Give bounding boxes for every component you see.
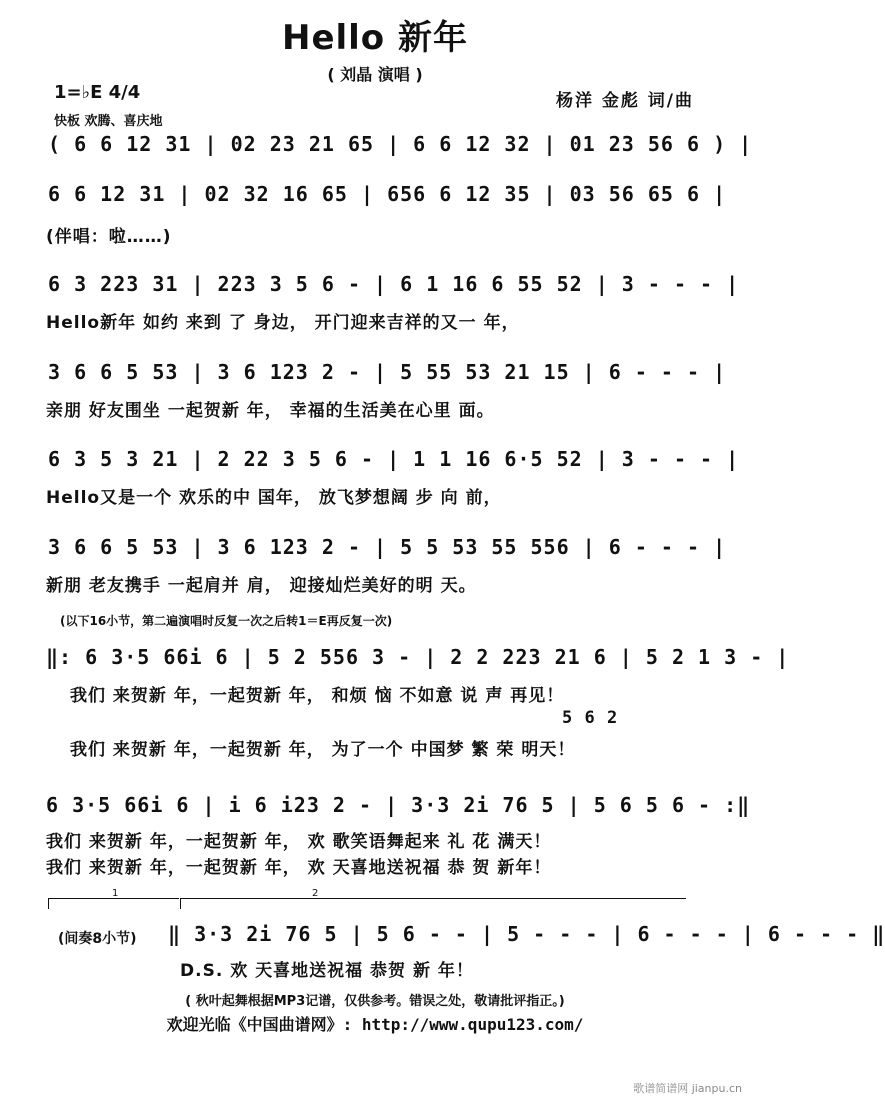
volta-number-2: 2 bbox=[312, 888, 319, 899]
score-row-verse-1: 6 3 223 31 | 223 3 5 6 - | 6 1 16 6 55 52 | 3 - - - | bbox=[48, 272, 740, 296]
volta-number-1: 1 bbox=[112, 888, 119, 899]
lyric-row-verse-1: Hello新年 如约 来到 了 身边， 开门迎来吉祥的又一 年， bbox=[46, 313, 520, 333]
lyric-row-verse-4: 新朋 老友携手 一起肩并 肩， 迎接灿烂美好的明 天。 bbox=[46, 576, 477, 596]
transcriber-note: ( 秋叶起舞根据MP3记谱，仅供参考。错误之处，敬请批评指正。) bbox=[185, 994, 565, 1009]
score-row-coda: ‖ 3·3 2i 76 5 | 5 6 - - | 5 - - - | 6 - - - | 6 - - - ‖ bbox=[168, 922, 885, 946]
lyric-row-verse-2: 亲朋 好友围坐 一起贺新 年， 幸福的生活美在心里 面。 bbox=[46, 401, 495, 421]
watermark: 歌谱简谱网 jianpu.cn bbox=[633, 1082, 742, 1095]
volta-bracket-1 bbox=[48, 898, 179, 909]
score-row-intro-2: 6 6 12 31 | 02 32 16 65 | 656 6 12 35 | 03 56 65 6 | bbox=[48, 182, 727, 206]
volta-bracket-2 bbox=[180, 898, 686, 909]
lyric-row-chorus-2a: 我们 来贺新 年，一起贺新 年， 欢 歌笑语舞起来 礼 花 满天！ bbox=[46, 832, 552, 852]
lyric-row-chorus-1b: 我们 来贺新 年，一起贺新 年， 为了一个 中国梦 繁 荣 明天！ bbox=[70, 740, 576, 760]
score-row-chorus-1: ‖: 6 3·5 66i 6 | 5 2 556 3 - | 2 2 223 21 6 | 5 2 1 3 - | bbox=[46, 645, 790, 669]
alt-melody-notes: 5 6 2 bbox=[562, 708, 619, 728]
section-note: (以下16小节，第二遍演唱时反复一次之后转1＝E再反复一次) bbox=[60, 614, 393, 628]
song-title: Hello 新年 bbox=[281, 18, 469, 58]
site-link[interactable]: 欢迎光临《中国曲谱网》: http://www.qupu123.com/ bbox=[166, 1015, 584, 1034]
score-row-verse-2: 3 6 6 5 53 | 3 6 123 2 - | 5 55 53 21 15 | 6 - - - | bbox=[48, 360, 727, 384]
lyric-row-coda: D.S. 欢 天喜地送祝福 恭贺 新 年！ bbox=[180, 961, 474, 981]
score-row-chorus-2: 6 3·5 66i 6 | i 6 i23 2 - | 3·3 2i 76 5 | 5 6 5 6 - :‖ bbox=[46, 793, 751, 817]
lyric-row-intro: (伴唱：啦……) bbox=[46, 227, 172, 247]
key-signature: 1=♭E 4/4 bbox=[54, 82, 141, 103]
lyric-row-chorus-1a: 我们 来贺新 年，一起贺新 年， 和烦 恼 不如意 说 声 再见！ bbox=[70, 686, 565, 706]
tempo-marking: 快板 欢腾、喜庆地 bbox=[54, 114, 163, 129]
score-row-verse-4: 3 6 6 5 53 | 3 6 123 2 - | 5 5 53 55 556 | 6 - - - | bbox=[48, 535, 727, 559]
lyric-row-verse-3: Hello又是一个 欢乐的中 国年， 放飞梦想阔 步 向 前， bbox=[46, 488, 502, 508]
lyric-row-chorus-2b: 我们 来贺新 年，一起贺新 年， 欢 天喜地送祝福 恭 贺 新年！ bbox=[46, 858, 552, 878]
interlude-note: (间奏8小节) bbox=[58, 931, 137, 947]
composer-credit: 杨洋 金彪 词/曲 bbox=[555, 91, 694, 111]
singer-credit: ( 刘晶 演唱 ) bbox=[327, 65, 423, 84]
score-row-intro-1: ( 6 6 12 31 | 02 23 21 65 | 6 6 12 32 | 01 23 56 6 ) | bbox=[48, 132, 753, 156]
score-row-verse-3: 6 3 5 3 21 | 2 22 3 5 6 - | 1 1 16 6·5 52 | 3 - - - | bbox=[48, 447, 740, 471]
